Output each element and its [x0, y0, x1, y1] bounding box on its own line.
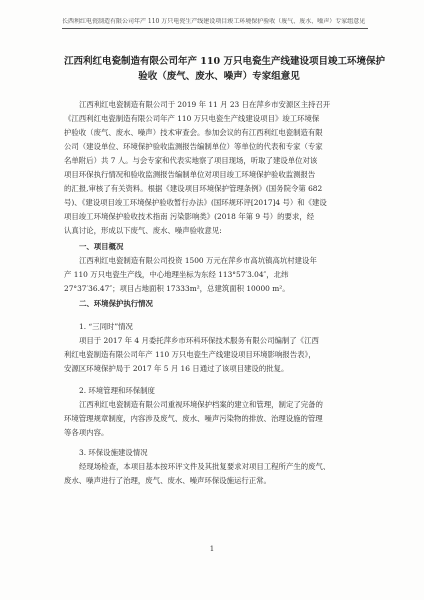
- subsection-env-management: [64, 384, 374, 440]
- title-line-2: 验收（废气、废水、噪声）专家组意见: [138, 71, 300, 82]
- text-line: 项目环保执行情况和验收监测报告编制单位对项目竣工环境保护验收监测报告: [64, 170, 316, 179]
- subsection-heading: 3. 环保设施建设情况: [79, 448, 148, 457]
- section-heading: 一、项目概况: [79, 242, 124, 251]
- text-line: 江西利红电瓷制造有限公司于 2019 年 11 月 23 日在萍乡市安源区主持召开: [79, 100, 331, 109]
- text-line: 环境管理规章制度，内容涉及废气、废水、噪声污染物的排放、治理设施的管理: [64, 414, 323, 423]
- text-line: 废水、噪声进行了治理，废气、废水、噪声环保设施运行正常。: [64, 476, 271, 485]
- subsection-three-simultaneous: [64, 320, 374, 376]
- subsection-heading: 2. 环境管理和环保制度: [79, 386, 155, 395]
- text-line: 护验收（废气、废水、噪声）技术审查会。参加会议的有江西利红电瓷制造有限: [64, 128, 323, 137]
- running-header: 长西利红电瓷制造有限公司年产 110 万只电瓷生产线建设项目竣工环境保护验收（废气、废水、噪声）专家组意见: [62, 18, 366, 25]
- subsection-facility-construction: [64, 446, 374, 488]
- text-line: 江西利红电瓷制造有限公司重视环境保护档案的建立和管理，制定了完备的: [79, 400, 323, 409]
- text-line: 公司（建设单位、环境保护验收监测报告编制单位）等单位的代表和专家（专家: [64, 142, 323, 151]
- section-project-overview: [64, 240, 374, 296]
- text-line: 《江西利红电瓷制造有限公司年产 110 万只电瓷生产线建设项目》竣工环境保: [64, 114, 320, 123]
- subsection-heading: 1. “三同时”情况: [79, 322, 133, 331]
- header-rule: [62, 28, 368, 29]
- text-line: 27°37′36.47″；项目占地面积 17333m²，总建筑面积 10000 m²。: [64, 284, 290, 293]
- title-line-1: 江西利红电瓷制造有限公司年产 110 万只电瓷生产线建设项目竣工环境保护: [64, 56, 385, 67]
- text-line: 的汇报,审核了有关资料。根据《建设项目环境保护管理条例》(国务院令第 682: [64, 184, 323, 193]
- text-line: 产 110 万只电瓷生产线，中心地理坐标为东经 113°57′3.04″，北纬: [64, 270, 289, 279]
- document-title: [64, 54, 385, 84]
- section-env-protection: [64, 297, 374, 311]
- text-line: 经现场检查，本项目基本按环评文件及其批复要求对项目工程所产生的废气、: [79, 462, 331, 471]
- text-line: 号)、《建设项目竣工环境保护验收暂行办法》(国环规环评[2017]4 号）和《建设: [64, 198, 327, 207]
- text-line: 名单附后）共 7 人。与会专家和代表实地察了项目现场，听取了建设单位对该: [64, 156, 318, 165]
- page-number: 1: [209, 545, 215, 553]
- intro-paragraph: [64, 98, 374, 238]
- text-line: 利红电瓷制造有限公司年产 110 万只电瓷生产线建设项目环境影响报告表》，: [64, 350, 316, 359]
- text-line: 江西利红电瓷制造有限公司投资 1500 万元在萍乡市高坑镇高坑村建设年: [79, 256, 317, 265]
- section-heading: 二、环境保护执行情况: [79, 299, 153, 308]
- text-line: 认真讨论，形成以下废气、废水、噪声验收意见:: [64, 226, 222, 235]
- text-line: 项目竣工环境保护验收技术指南 污染影响类》(2018 年第 9 号）的要求，经: [64, 212, 315, 221]
- text-line: 项目于 2017 年 4 月委托萍乡市环科环保技术服务有限公司编制了《江西: [79, 336, 319, 345]
- text-line: 安源区环境保护局于 2017 年 5 月 16 日通过了该项目建设的批复。: [64, 364, 289, 373]
- text-line: 等各项内容。: [64, 428, 109, 437]
